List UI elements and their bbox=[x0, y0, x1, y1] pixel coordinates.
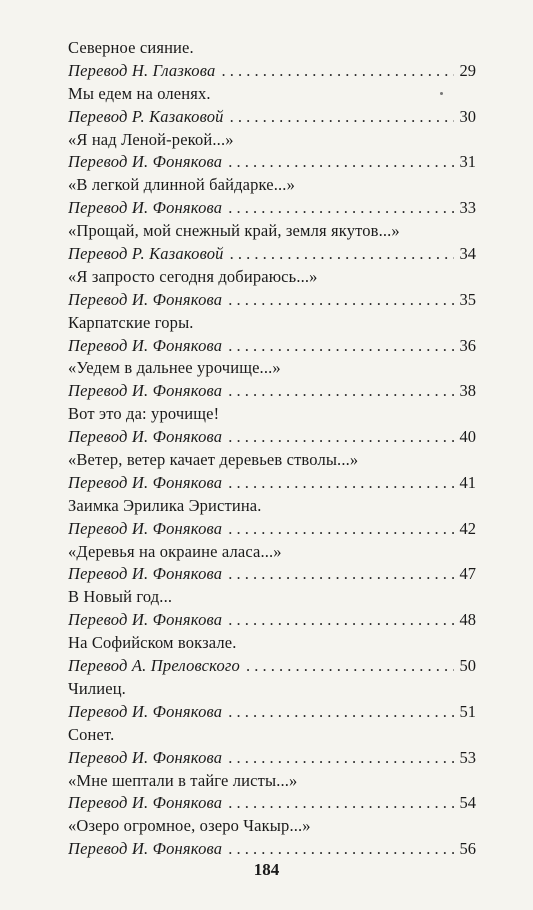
poem-title: На Софийском вокзале. bbox=[68, 633, 237, 653]
translator-credit: Перевод И. Фонякова bbox=[68, 701, 223, 721]
translator-line bbox=[68, 701, 476, 724]
translator-credit: Перевод И. Фонякова bbox=[68, 335, 223, 355]
poem-title: Карпатские горы. bbox=[68, 312, 194, 332]
page-number: 31 bbox=[459, 152, 476, 172]
toc-entry bbox=[68, 678, 476, 724]
translator-line bbox=[68, 151, 476, 174]
footer-page-number: 184 bbox=[253, 860, 280, 879]
dot-leader bbox=[222, 197, 454, 220]
translator-line bbox=[68, 655, 476, 678]
print-speck bbox=[440, 92, 443, 95]
translator-credit: Перевод Р. Казаковой bbox=[68, 106, 224, 126]
translator-credit: Перевод И. Фонякова bbox=[68, 839, 223, 859]
poem-title: «Уедем в дальнее урочище...» bbox=[68, 358, 281, 378]
poem-title: Чилиец. bbox=[68, 678, 126, 698]
dot-leader bbox=[222, 518, 454, 541]
toc-entry bbox=[68, 220, 476, 266]
dot-leader bbox=[222, 838, 454, 861]
page-number: 54 bbox=[459, 793, 476, 813]
toc-entry bbox=[68, 357, 476, 403]
dot-leader bbox=[222, 426, 454, 449]
page-number: 38 bbox=[459, 381, 476, 401]
page-number: 40 bbox=[459, 427, 476, 447]
translator-line bbox=[68, 472, 476, 495]
translator-line bbox=[68, 609, 476, 632]
dot-leader bbox=[222, 335, 454, 358]
page-number: 50 bbox=[459, 656, 476, 676]
page-number: 29 bbox=[459, 60, 476, 80]
dot-leader bbox=[215, 60, 454, 83]
page-number: 51 bbox=[459, 701, 476, 721]
dot-leader bbox=[222, 609, 454, 632]
toc-entry bbox=[68, 174, 476, 220]
toc-entry bbox=[68, 37, 476, 83]
page-number: 34 bbox=[459, 244, 476, 264]
poem-title: Северное сияние. bbox=[68, 38, 194, 57]
poem-title: Заимка Эрилика Эристина. bbox=[68, 495, 262, 515]
poem-title: «Мне шептали в тайге листы...» bbox=[68, 770, 298, 790]
toc-entry bbox=[68, 129, 476, 175]
translator-line bbox=[68, 289, 476, 312]
toc-entry bbox=[68, 541, 476, 587]
toc-entry bbox=[68, 495, 476, 541]
dot-leader bbox=[222, 380, 454, 403]
toc-entry bbox=[68, 724, 476, 770]
poem-title: «Прощай, мой снежный край, земля якутов...» bbox=[68, 221, 400, 241]
translator-credit: Перевод Р. Казаковой bbox=[68, 244, 224, 264]
translator-credit: Перевод И. Фонякова bbox=[68, 427, 223, 447]
dot-leader bbox=[222, 563, 454, 586]
page-number: 41 bbox=[459, 472, 476, 492]
translator-line bbox=[68, 838, 476, 861]
poem-title: «Деревья на окраине аласа...» bbox=[68, 541, 282, 561]
translator-credit: Перевод И. Фонякова bbox=[68, 381, 223, 401]
page-number: 47 bbox=[459, 564, 476, 584]
translator-credit: Перевод И. Фонякова bbox=[68, 793, 223, 813]
poem-title: Сонет. bbox=[68, 724, 115, 744]
translator-credit: Перевод И. Фонякова bbox=[68, 564, 223, 584]
translator-credit: Перевод И. Фонякова bbox=[68, 610, 223, 630]
translator-line bbox=[68, 106, 476, 129]
toc-entry bbox=[68, 403, 476, 449]
translator-line bbox=[68, 243, 476, 266]
poem-title: Мы едем на оленях. bbox=[68, 83, 211, 103]
dot-leader bbox=[222, 289, 454, 312]
poem-title: «Я запросто сегодня добираюсь...» bbox=[68, 266, 318, 286]
page-number: 42 bbox=[459, 518, 476, 538]
poem-title: «Я над Леной-рекой...» bbox=[68, 129, 234, 149]
translator-credit: Перевод И. Фонякова bbox=[68, 152, 223, 172]
poem-title: «Озеро огромное, озеро Чакыр...» bbox=[68, 816, 311, 836]
page-number: 30 bbox=[459, 106, 476, 126]
toc-entry bbox=[68, 586, 476, 632]
toc-entry bbox=[68, 266, 476, 312]
page-number: 48 bbox=[459, 610, 476, 630]
dot-leader bbox=[222, 701, 454, 724]
poem-title: «Ветер, ветер качает деревьев стволы...» bbox=[68, 450, 359, 470]
poem-title: «В легкой длинной байдарке...» bbox=[68, 175, 295, 195]
dot-leader bbox=[222, 151, 454, 174]
translator-line bbox=[68, 380, 476, 403]
translator-line bbox=[68, 426, 476, 449]
translator-line bbox=[68, 747, 476, 770]
toc-entry bbox=[68, 312, 476, 358]
dot-leader bbox=[222, 472, 454, 495]
page-number: 33 bbox=[459, 198, 476, 218]
translator-line bbox=[68, 60, 476, 83]
translator-credit: Перевод Н. Глазкова bbox=[68, 60, 216, 80]
toc-entry bbox=[68, 449, 476, 495]
page-number: 56 bbox=[459, 839, 476, 859]
translator-line bbox=[68, 563, 476, 586]
translator-credit: Перевод И. Фонякова bbox=[68, 518, 223, 538]
poem-title: Вот это да: урочище! bbox=[68, 404, 220, 424]
translator-line bbox=[68, 335, 476, 358]
toc-entry bbox=[68, 83, 476, 129]
dot-leader bbox=[222, 747, 454, 770]
translator-credit: Перевод И. Фонякова bbox=[68, 198, 223, 218]
translator-credit: Перевод И. Фонякова bbox=[68, 472, 223, 492]
toc-entry bbox=[68, 815, 476, 861]
dot-leader bbox=[222, 792, 454, 815]
translator-line bbox=[68, 518, 476, 541]
page-number: 36 bbox=[459, 335, 476, 355]
dot-leader bbox=[224, 243, 454, 266]
table-of-contents bbox=[68, 37, 476, 861]
translator-line bbox=[68, 197, 476, 220]
page-number: 35 bbox=[459, 289, 476, 309]
poem-title: В Новый год... bbox=[68, 587, 173, 607]
translator-credit: Перевод И. Фонякова bbox=[68, 289, 223, 309]
toc-entry bbox=[68, 632, 476, 678]
translator-credit: Перевод А. Преловского bbox=[68, 656, 241, 676]
dot-leader bbox=[224, 106, 454, 129]
dot-leader bbox=[240, 655, 454, 678]
page-number: 53 bbox=[459, 747, 476, 767]
translator-line bbox=[68, 792, 476, 815]
translator-credit: Перевод И. Фонякова bbox=[68, 747, 223, 767]
toc-entry bbox=[68, 770, 476, 816]
